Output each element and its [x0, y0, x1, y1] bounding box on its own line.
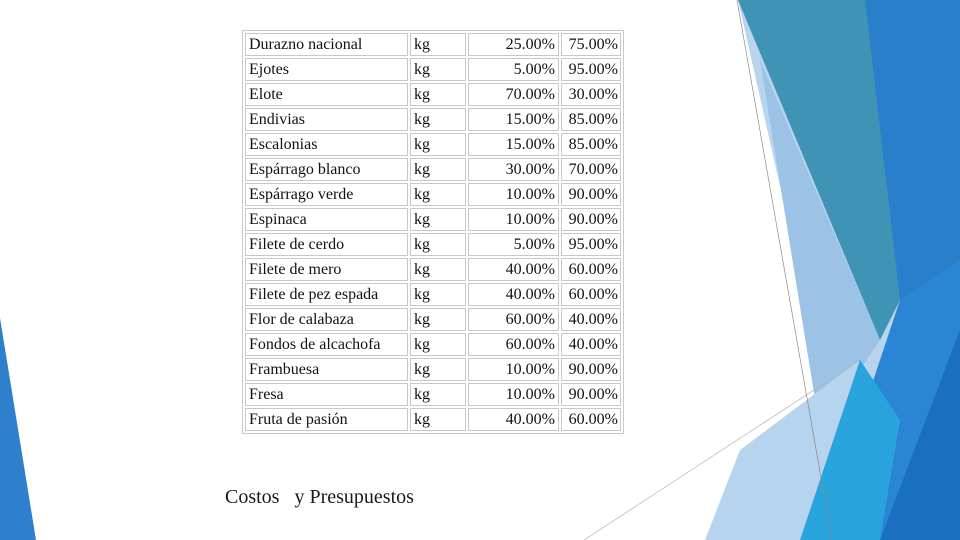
percentage-a-cell: 5.00%: [468, 58, 559, 81]
unit-cell: kg: [410, 408, 466, 431]
percentage-a-cell: 40.00%: [468, 408, 559, 431]
unit-cell: kg: [410, 208, 466, 231]
product-cell: Fresa: [245, 383, 408, 406]
unit-cell: kg: [410, 58, 466, 81]
percentage-b-cell: 70.00%: [561, 158, 621, 181]
percentage-b-cell: 90.00%: [561, 208, 621, 231]
left-accent-shape: [0, 318, 36, 540]
percentage-a-cell: 15.00%: [468, 108, 559, 131]
product-cell: Endivias: [245, 108, 408, 131]
percentage-b-cell: 30.00%: [561, 83, 621, 106]
percentage-a-cell: 70.00%: [468, 83, 559, 106]
percentage-a-cell: 10.00%: [468, 208, 559, 231]
unit-cell: kg: [410, 308, 466, 331]
unit-cell: kg: [410, 108, 466, 131]
table-row: [245, 383, 621, 406]
percentage-a-cell: 5.00%: [468, 233, 559, 256]
percentage-a-cell: 10.00%: [468, 183, 559, 206]
table-body: [245, 33, 621, 431]
percentage-b-cell: 40.00%: [561, 333, 621, 356]
table-row: [245, 333, 621, 356]
table-row: [245, 83, 621, 106]
percentage-b-cell: 95.00%: [561, 233, 621, 256]
product-cell: Frambuesa: [245, 358, 408, 381]
unit-cell: kg: [410, 233, 466, 256]
percentage-a-cell: 25.00%: [468, 33, 559, 56]
product-cell: Filete de mero: [245, 258, 408, 281]
percentage-a-cell: 10.00%: [468, 383, 559, 406]
percentage-b-cell: 90.00%: [561, 183, 621, 206]
table-row: [245, 108, 621, 131]
percentage-b-cell: 75.00%: [561, 33, 621, 56]
percentage-b-cell: 95.00%: [561, 58, 621, 81]
unit-cell: kg: [410, 333, 466, 356]
product-cell: Ejotes: [245, 58, 408, 81]
product-cell: Escalonias: [245, 133, 408, 156]
table-row: [245, 33, 621, 56]
table-row: [245, 158, 621, 181]
table-row: [245, 358, 621, 381]
table-row: [245, 58, 621, 81]
table-row: [245, 258, 621, 281]
percentage-b-cell: 90.00%: [561, 383, 621, 406]
product-cell: Espárrago blanco: [245, 158, 408, 181]
unit-cell: kg: [410, 383, 466, 406]
percentage-a-cell: 40.00%: [468, 258, 559, 281]
percentage-b-cell: 60.00%: [561, 258, 621, 281]
footer-caption: Costos y Presupuestos: [225, 486, 414, 508]
percentage-b-cell: 60.00%: [561, 408, 621, 431]
percentage-a-cell: 60.00%: [468, 333, 559, 356]
percentage-a-cell: 30.00%: [468, 158, 559, 181]
percentage-b-cell: 85.00%: [561, 108, 621, 131]
unit-cell: kg: [410, 183, 466, 206]
unit-cell: kg: [410, 83, 466, 106]
product-cell: Espinaca: [245, 208, 408, 231]
unit-cell: kg: [410, 258, 466, 281]
table-row: [245, 283, 621, 306]
percentage-a-cell: 40.00%: [468, 283, 559, 306]
product-cell: Flor de calabaza: [245, 308, 408, 331]
unit-cell: kg: [410, 133, 466, 156]
product-cell: Elote: [245, 83, 408, 106]
product-cell: Filete de pez espada: [245, 283, 408, 306]
percentage-a-cell: 10.00%: [468, 358, 559, 381]
table-row: [245, 233, 621, 256]
unit-cell: kg: [410, 283, 466, 306]
percentage-b-cell: 40.00%: [561, 308, 621, 331]
unit-cell: kg: [410, 158, 466, 181]
percentage-b-cell: 60.00%: [561, 283, 621, 306]
percentage-a-cell: 15.00%: [468, 133, 559, 156]
unit-cell: kg: [410, 358, 466, 381]
unit-cell: kg: [410, 33, 466, 56]
product-cell: Fruta de pasión: [245, 408, 408, 431]
product-cell: Filete de cerdo: [245, 233, 408, 256]
percentage-b-cell: 90.00%: [561, 358, 621, 381]
percentage-a-cell: 60.00%: [468, 308, 559, 331]
product-cell: Espárrago verde: [245, 183, 408, 206]
percentage-b-cell: 85.00%: [561, 133, 621, 156]
product-percentage-table: [242, 30, 624, 434]
table-row: [245, 133, 621, 156]
table-row: [245, 308, 621, 331]
table-row: [245, 208, 621, 231]
product-cell: Durazno nacional: [245, 33, 408, 56]
product-cell: Fondos de alcachofa: [245, 333, 408, 356]
table-row: [245, 408, 621, 431]
table-row: [245, 183, 621, 206]
